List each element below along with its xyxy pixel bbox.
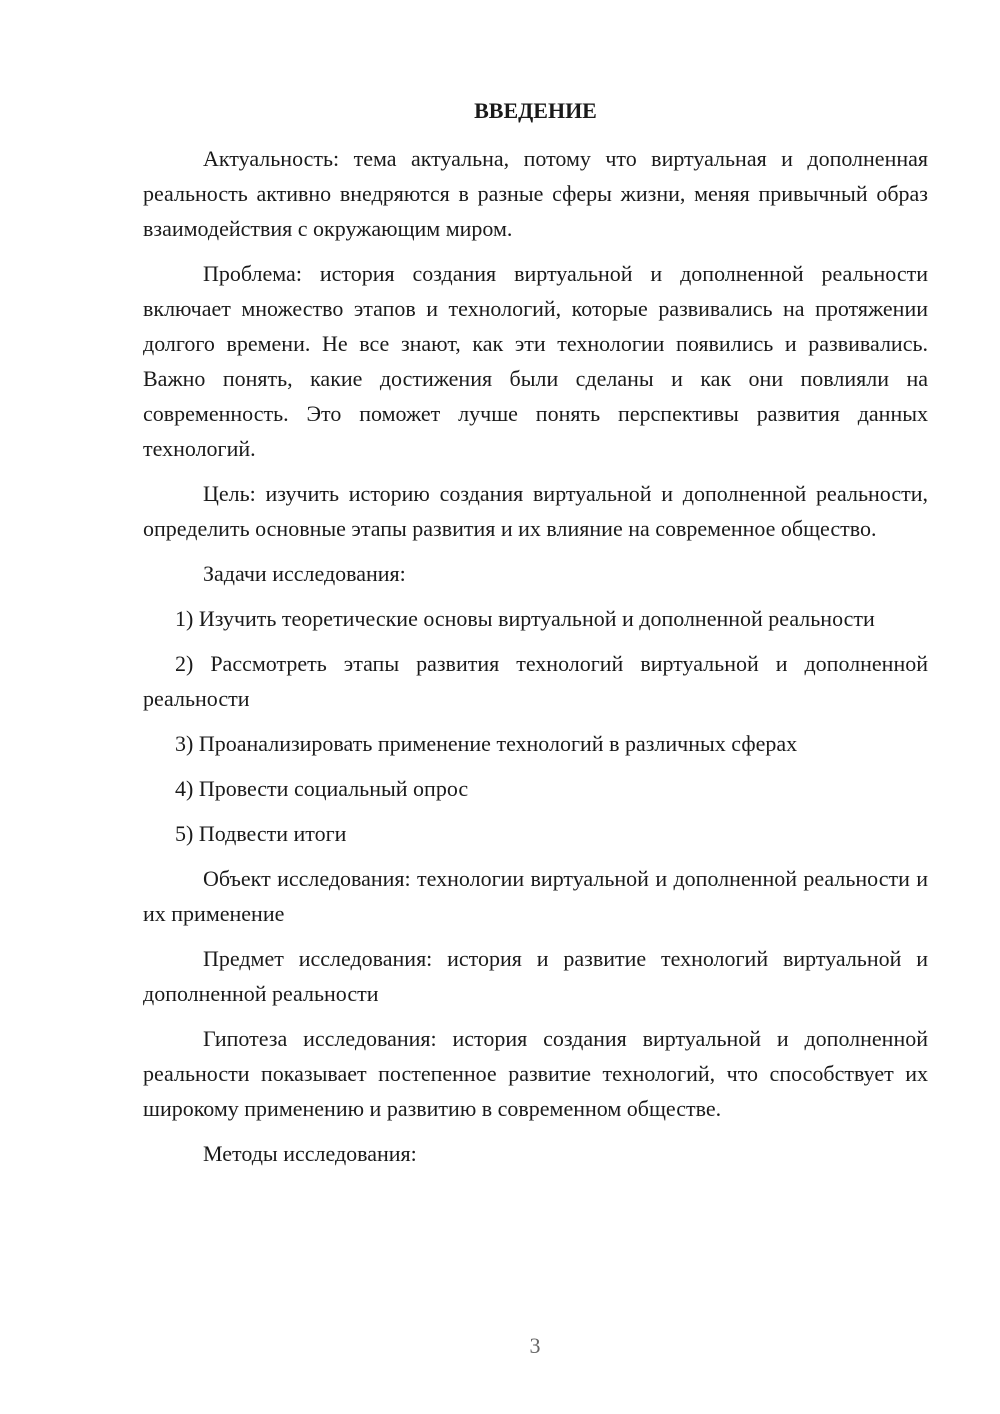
paragraph-relevance: Актуальность: тема актуальна, потому что виртуальная и дополненная реальность активно внедряются в разные сферы жизни, меняя привычный образ взаимодействия с окружающим миром. [143, 146, 928, 241]
page-title: ВВЕДЕНИЕ [474, 98, 597, 123]
paragraph-subject: Предмет исследования: история и развитие технологий виртуальной и дополненной реальности [143, 946, 928, 1006]
paragraph-problem: Проблема: история создания виртуальной и дополненной реальности включает множество этапов и технологий, которые развивались на протяжении долгого времени. Не все знают, как эти технологии появились и развивались. Важно понять, какие достижения были сделаны и как они повлияли на современность. Это поможет лучше понять перспективы развития данных технологий. [143, 261, 928, 461]
page-number: 3 [529, 1333, 541, 1358]
task-item-1: 1) Изучить теоретические основы виртуальной и дополненной реальности [175, 606, 875, 631]
task-item-5: 5) Подвести итоги [175, 821, 347, 846]
task-item-4: 4) Провести социальный опрос [175, 776, 469, 801]
task-item-3: 3) Проанализировать применение технологий в различных сферах [175, 731, 798, 756]
paragraph-goal: Цель: изучить историю создания виртуальной и дополненной реальности, определить основные этапы развития и их влияние на современное общество. [143, 481, 928, 541]
methods-heading: Методы исследования: [203, 1141, 417, 1166]
page-content [143, 95, 928, 1181]
paragraph-object: Объект исследования: технологии виртуальной и дополненной реальности и их применение [143, 866, 928, 926]
tasks-heading: Задачи исследования: [203, 561, 406, 586]
task-item-2: 2) Рассмотреть этапы развития технологий виртуальной и дополненной реальности [143, 651, 928, 711]
paragraph-hypothesis: Гипотеза исследования: история создания виртуальной и дополненной реальности показывает постепенное развитие технологий, что способствует их широкому применению и развитию в современном обществе. [143, 1026, 928, 1121]
